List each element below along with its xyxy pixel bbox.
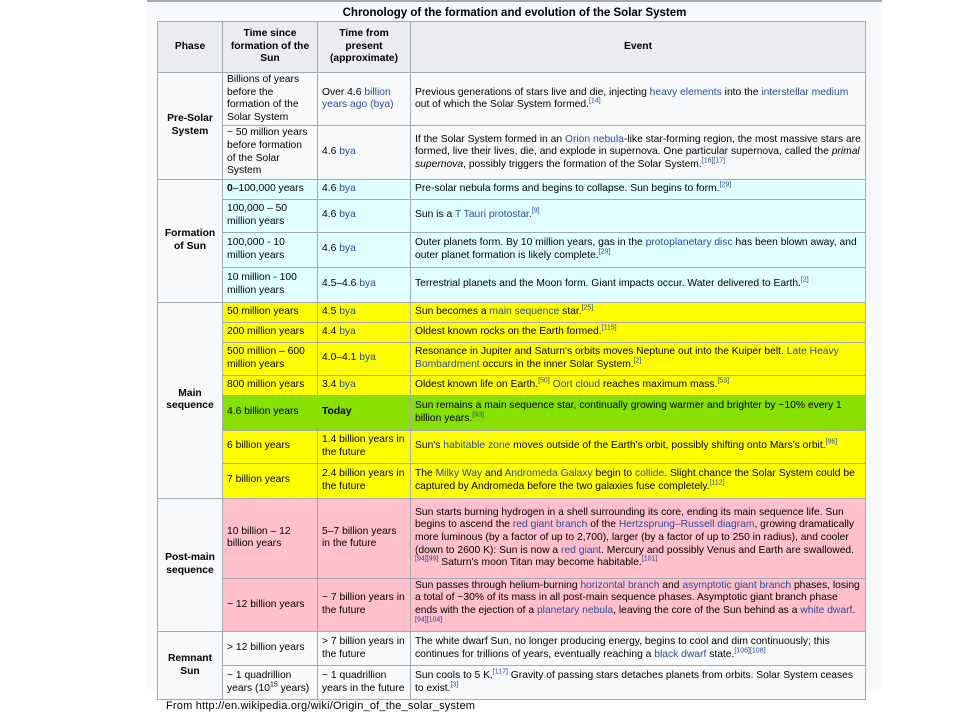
cell-present: 4.6 bya bbox=[318, 179, 411, 199]
header-row bbox=[158, 22, 866, 73]
infobox-table-frame bbox=[147, 0, 882, 694]
table-row bbox=[158, 126, 866, 179]
link-bya[interactable]: bya bbox=[339, 146, 356, 158]
table-row bbox=[158, 232, 866, 267]
cell-present: Over 4.6 billion years ago (bya) bbox=[318, 73, 411, 126]
link-orion-nebula[interactable]: Orion nebula bbox=[564, 133, 624, 145]
table-row bbox=[158, 666, 866, 700]
link-bya[interactable]: bya bbox=[359, 278, 376, 290]
link-oort-cloud[interactable]: Oort cloud bbox=[552, 378, 601, 390]
cell-event: Sun remains a main sequence star, continually growing warmer and brighter by ~10% every 1 billion years.[93] bbox=[411, 395, 866, 430]
cell-since: ~ 1 quadrillion years ($10^{15}$ years) bbox=[223, 666, 318, 700]
link-t-tauri[interactable]: T Tauri protostar bbox=[454, 209, 529, 221]
table-row bbox=[158, 73, 866, 126]
cell-present: 5–7 billion years in the future bbox=[318, 498, 411, 578]
cell-since: Billions of years before the formation of the Solar System bbox=[223, 73, 318, 126]
link-bya[interactable]: bya bbox=[359, 352, 376, 364]
chronology-table bbox=[157, 21, 866, 700]
phase-post-main-sequence: Post-main sequence bbox=[158, 498, 223, 631]
table-row bbox=[158, 498, 866, 578]
citation[interactable]: [50] bbox=[538, 377, 550, 385]
cell-since: 100,000 – 50 million years bbox=[223, 199, 318, 232]
cell-present: 4.4 bya bbox=[318, 322, 411, 342]
phase-remnant-sun: Remnant Sun bbox=[158, 632, 223, 700]
link-asymptotic-giant-branch[interactable]: asymptotic giant branch bbox=[682, 579, 792, 591]
link-bya[interactable]: bya bbox=[339, 325, 356, 337]
cell-since: > 12 billion years bbox=[223, 632, 318, 666]
citation[interactable]: [96] bbox=[825, 439, 838, 447]
cell-present: 4.6 bya bbox=[318, 126, 411, 179]
link-bya[interactable]: billion years ago (bya) bbox=[322, 86, 394, 111]
link-habitable-zone[interactable]: habitable zone bbox=[443, 440, 511, 452]
cell-since: ~ 50 million years before formation of the Solar System bbox=[223, 126, 318, 179]
cell-since: 50 million years bbox=[223, 302, 318, 322]
cell-event: If the Solar System formed in an Orion nebula-like star-forming region, the most massive stars are formed, live their lives, die, and explode in supernova. One particular supernova, called the primal supernova, possibly triggers the formation of the Solar System.[16][17] bbox=[411, 126, 866, 179]
table-row-today bbox=[158, 395, 866, 430]
link-bya[interactable]: bya bbox=[339, 182, 356, 194]
cell-present: 4.0–4.1 bya bbox=[318, 342, 411, 375]
link-andromeda-galaxy[interactable]: Andromeda Galaxy bbox=[504, 468, 593, 480]
citation[interactable]: [2] bbox=[800, 277, 809, 285]
citation[interactable]: [16][17] bbox=[701, 157, 726, 165]
cell-since: 500 million – 600 million years bbox=[223, 342, 318, 375]
cell-event: The Milky Way and Andromeda Galaxy begin to collide. Slight chance the Solar System could be captured by Andromeda before the two galaxies fuse completely.[112] bbox=[411, 463, 866, 498]
table-row bbox=[158, 267, 866, 302]
phase-formation-of-sun: Formation of Sun bbox=[158, 179, 223, 302]
cell-event: Oldest known rocks on the Earth formed.[115] bbox=[411, 322, 866, 342]
cell-event: Previous generations of stars live and die, injecting heavy elements into the interstellar medium out of which the Solar System formed.[14] bbox=[411, 73, 866, 126]
table-row bbox=[158, 179, 866, 199]
link-milky-way[interactable]: Milky Way bbox=[435, 468, 483, 480]
link-white-dwarf[interactable]: white dwarf bbox=[800, 604, 853, 616]
citation[interactable]: [53] bbox=[717, 377, 730, 385]
link-bya[interactable]: bya bbox=[339, 305, 356, 317]
link-planetary-nebula[interactable]: planetary nebula bbox=[536, 604, 614, 616]
link-collide[interactable]: collide bbox=[635, 468, 665, 480]
link-red-giant[interactable]: red giant bbox=[560, 544, 602, 556]
citation[interactable]: [93] bbox=[472, 411, 484, 419]
cell-present: 4.6 bya bbox=[318, 199, 411, 232]
citation[interactable]: [115] bbox=[601, 324, 617, 332]
link-heavy-elements[interactable]: heavy elements bbox=[649, 86, 722, 98]
citation[interactable]: [14] bbox=[588, 97, 601, 105]
header-time-since: Time since formation of the Sun bbox=[223, 22, 318, 73]
cell-since: 10 million - 100 million years bbox=[223, 267, 318, 302]
cell-event: Sun passes through helium-burning horizontal branch and asymptotic giant branch phases, losing a total of ~30% of its mass in all post-main sequence phases. Asymptotic giant branch phase ends with the ejection of a planetary nebula, leaving the core of the Sun behind as a white dwarf.[94][104] bbox=[411, 578, 866, 631]
cell-present: Today bbox=[318, 395, 411, 430]
cell-event: Oldest known life on Earth.[50] Oort cloud reaches maximum mass.[53] bbox=[411, 375, 866, 395]
italic-primal-supernova: primal supernova bbox=[415, 146, 860, 170]
header-time-from-present: Time from present (approximate) bbox=[318, 22, 411, 73]
table-caption: Chronology of the formation and evolution of the Solar System bbox=[342, 7, 687, 19]
citation[interactable]: [9] bbox=[531, 208, 540, 216]
cell-since: 100,000 - 10 million years bbox=[223, 232, 318, 267]
citation[interactable]: [94][99] bbox=[415, 555, 439, 563]
cell-since: 7 billion years bbox=[223, 463, 318, 498]
citation[interactable]: [25] bbox=[581, 304, 594, 312]
cell-since: 200 million years bbox=[223, 322, 318, 342]
citation[interactable]: [106][108] bbox=[734, 647, 766, 655]
citation[interactable]: [29] bbox=[719, 181, 732, 189]
cell-event: Sun's habitable zone moves outside of the Earth's orbit, possibly shifting onto Mars's orbit.[96] bbox=[411, 430, 866, 463]
link-hr-diagram[interactable]: Hertzsprung–Russell diagram bbox=[618, 519, 755, 531]
cell-event: Sun starts burning hydrogen in a shell surrounding its core, ending its main sequence life. Sun begins to ascend the red giant branch of the Hertzsprung–Russell diagram, growing dramatically more luminous (by a factor of up to 2,700), larger (by a factor of up to 250 in radius), and cooler (down to 2600 K): Sun is now a red giant. Mercury and possibly Venus and Earth are swallowed.[94][99] Saturn's moon Titan may become habitable.[101] bbox=[411, 498, 866, 578]
link-red-giant-branch[interactable]: red giant branch bbox=[512, 519, 588, 531]
cell-present: 4.5 bya bbox=[318, 302, 411, 322]
citation[interactable]: [101] bbox=[641, 555, 658, 563]
cell-present: 4.6 bya bbox=[318, 232, 411, 267]
link-main-sequence[interactable]: main sequence bbox=[489, 305, 560, 317]
cell-event: Outer planets form. By 10 million years, gas in the protoplanetary disc has been blown away, and outer planet formation is likely complete.[29] bbox=[411, 232, 866, 267]
cell-event: Sun is a T Tauri protostar.[9] bbox=[411, 199, 866, 232]
cell-present: 2.4 billion years in the future bbox=[318, 463, 411, 498]
cell-present: > 7 billion years in the future bbox=[318, 632, 411, 666]
table-row bbox=[158, 430, 866, 463]
cell-present: ~ 1 quadrillion years in the future bbox=[318, 666, 411, 700]
exponent: 15 bbox=[269, 681, 278, 689]
header-event: Event bbox=[411, 22, 866, 73]
link-protoplanetary-disc[interactable]: protoplanetary disc bbox=[645, 237, 733, 249]
cell-since: 6 billion years bbox=[223, 430, 318, 463]
cell-event: Resonance in Jupiter and Saturn's orbits moves Neptune out into the Kuiper belt. Late Heavy Bombardment occurs in the inner Solar System.[2] bbox=[411, 342, 866, 375]
cell-since: 800 million years bbox=[223, 375, 318, 395]
table-row bbox=[158, 199, 866, 232]
cell-event: Sun becomes a main sequence star.[25] bbox=[411, 302, 866, 322]
link-horizontal-branch[interactable]: horizontal branch bbox=[580, 579, 660, 591]
cell-since: 0–100,000 years bbox=[223, 179, 318, 199]
phase-main-sequence: Main sequence bbox=[158, 302, 223, 498]
phase-pre-solar: Pre-Solar System bbox=[158, 73, 223, 180]
citation[interactable]: [94][104] bbox=[415, 616, 443, 624]
cell-since: 4.6 billion years bbox=[223, 395, 318, 430]
cell-event: Pre-solar nebula forms and begins to collapse. Sun begins to form.[29] bbox=[411, 179, 866, 199]
link-interstellar-medium[interactable]: interstellar medium bbox=[761, 86, 849, 98]
header-phase: Phase bbox=[158, 22, 223, 73]
table-row bbox=[158, 375, 866, 395]
citation[interactable]: [29] bbox=[598, 248, 611, 256]
link-late-heavy-bombardment[interactable]: Late Heavy Bombardment bbox=[415, 346, 839, 370]
citation[interactable]: [3] bbox=[450, 681, 459, 689]
cell-event: Terrestrial planets and the Moon form. Giant impacts occur. Water delivered to Earth.[2] bbox=[411, 267, 866, 302]
table-row bbox=[158, 578, 866, 631]
link-bya[interactable]: bya bbox=[339, 378, 356, 390]
cell-present: 3.4 bya bbox=[318, 375, 411, 395]
cell-present: 1.4 billion years in the future bbox=[318, 430, 411, 463]
citation[interactable]: [112] bbox=[709, 479, 725, 487]
table-row bbox=[158, 302, 866, 322]
cell-present: 4.5–4.6 bya bbox=[318, 267, 411, 302]
citation[interactable]: [117] bbox=[492, 668, 508, 676]
link-bya[interactable]: bya bbox=[339, 209, 356, 221]
cell-since: 10 billion – 12 billion years bbox=[223, 498, 318, 578]
cell-event: The white dwarf Sun, no longer producing energy, begins to cool and dim continuously; this continues for trillions of years, eventually reaching a black dwarf state.[106][108] bbox=[411, 632, 866, 666]
table-row bbox=[158, 463, 866, 498]
cell-present: ~ 7 billion years in the future bbox=[318, 578, 411, 631]
citation[interactable]: [2] bbox=[633, 357, 642, 365]
cell-event: Sun cools to 5 K.[117] Gravity of passing stars detaches planets from orbits. Solar System ceases to exist.[3] bbox=[411, 666, 866, 700]
link-bya[interactable]: bya bbox=[339, 243, 356, 255]
cell-since: ~ 12 billion years bbox=[223, 578, 318, 631]
table-row bbox=[158, 342, 866, 375]
table-row bbox=[158, 632, 866, 666]
table-row bbox=[158, 322, 866, 342]
link-black-dwarf[interactable]: black dwarf bbox=[654, 648, 707, 660]
source-caption: From http://en.wikipedia.org/wiki/Origin_of_the_solar_system bbox=[166, 700, 476, 712]
